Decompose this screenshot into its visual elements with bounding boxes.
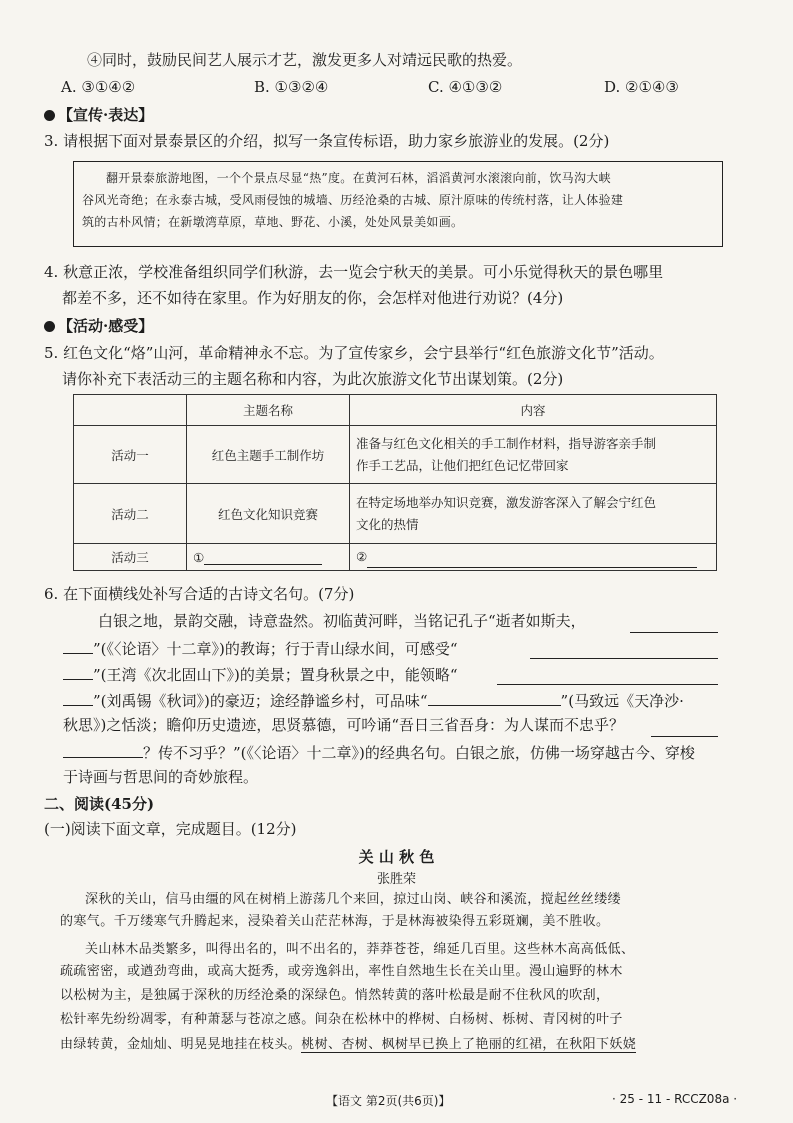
activity-content: 在特定场地举办知识竞赛，激发游客深入了解会宁红色 文化的热情 [350, 484, 717, 544]
answer-blank[interactable] [630, 616, 718, 633]
q6-line: 于诗画与哲思间的奇妙旅程。 [63, 768, 259, 786]
table-row [74, 484, 717, 544]
article-line: 以松树为主，是独属于深秋的历经沧桑的深绿色。悄然转黄的落叶松最是耐不住秋风的吹刮， [60, 988, 610, 1003]
table-row [74, 544, 717, 571]
article-line: 深秋的关山，信马由缰的风在树梢上游荡几个来回，掠过山岗、峡谷和溪流，搅起丝丝缕缕 [85, 892, 622, 907]
answer-blank[interactable] [63, 663, 93, 680]
option-d: D. ②①④③ [604, 78, 679, 96]
underlined-sentence: 桃树、杏树、枫树早已换上了艳丽的红裙，在秋阳下妖娆 [301, 1037, 637, 1052]
section-activity: 【活动·感受】 [44, 315, 153, 336]
article-line: 疏疏密密，或遒劲弯曲，或高大挺秀，或旁逸斜出，率性自然地生长在关山里。漫山遍野的林木 [60, 964, 623, 979]
article-title: 关 山 秋 色 [358, 848, 435, 866]
intro-line: 筑的古朴风情；在新墩湾草原，草地、野花、小溪，处处风景美如画。 [82, 215, 464, 229]
activity-content: 准备与红色文化相关的手工制作材料，指导游客亲手制 作手工艺品，让他们把红色记忆带回家 [350, 426, 717, 484]
activity-theme-blank[interactable]: ① [187, 544, 350, 571]
answer-blank[interactable] [651, 720, 718, 737]
q6-line: ”(刘禹锡《秋词》)的豪迈；途经静谧乡村，可品味“ ”(马致远《天净沙· [63, 689, 684, 711]
activity-name: 活动三 [74, 544, 187, 571]
article-line: 松针率先纷纷凋零，有种萧瑟与苍凉之感。间杂在松林中的桦树、白杨树、栎树、青冈树的叶子 [60, 1012, 623, 1027]
paper-code: · 25 - 11 - RCCZ08a · [612, 1092, 738, 1106]
article-line: 的寒气。千万缕寒气升腾起来，浸染着关山茫茫林海，于是林海被染得五彩斑斓，美不胜收。 [60, 914, 610, 929]
answer-blank[interactable] [63, 637, 93, 654]
table-header: 主题名称 [187, 395, 350, 426]
answer-blank[interactable] [530, 642, 718, 659]
article-line: 由绿转黄，金灿灿、明晃晃地挂在枝头。桃树、杏树、枫树早已换上了艳丽的红裙，在秋阳下妖娆 [60, 1037, 637, 1052]
q6-line: 秋思》)之恬淡；瞻仰历史遗迹，思贤慕德，可吟诵“吾日三省吾身：为人谋而不忠乎？ [63, 716, 625, 734]
q6-line: 白银之地，景韵交融，诗意盎然。初临黄河畔，当铭记孔子“逝者如斯夫， [98, 612, 586, 630]
table-header [74, 395, 187, 426]
answer-blank[interactable] [428, 689, 561, 706]
q2-item4: ④同时，鼓励民间艺人展示才艺，激发更多人对靖远民歌的热爱。 [87, 51, 523, 69]
option-c: C. ④①③② [428, 78, 503, 96]
activity-name: 活动二 [74, 484, 187, 544]
q5-line1: 5. 红色文化“烙”山河，革命精神永不忘。为了宣传家乡，会宁县举行“红色旅游文化节”活动。 [44, 344, 664, 362]
q6-line: ”(王湾《次北固山下》)的美景；置身秋景之中，能领略“ [63, 663, 458, 685]
bullet-dot-icon [44, 321, 55, 332]
q6-line: ？传不习乎？”(《〈论语〉十二章》)的经典名句。白银之旅，仿佛一场穿越古今、穿梭 [63, 741, 695, 763]
answer-blank[interactable] [63, 741, 143, 758]
article-author: 张胜荣 [376, 872, 416, 887]
q3-stem: 3. 请根据下面对景泰景区的介绍，拟写一条宣传标语，助力家乡旅游业的发展。(2分) [44, 132, 610, 150]
table-header: 内容 [350, 395, 717, 426]
activity-name: 活动一 [74, 426, 187, 484]
table-header-row [74, 395, 717, 426]
intro-line: 翻开景泰旅游地图，一个个景点尽显“热”度。在黄河石林，滔滔黄河水滚滚向前，饮马沟大峡 [106, 171, 611, 185]
activity-theme: 红色文化知识竞赛 [187, 484, 350, 544]
q6-stem: 6. 在下面横线处补写合适的古诗文名句。(7分) [44, 585, 355, 603]
bullet-dot-icon [44, 110, 55, 121]
q5-line2: 请你补充下表活动三的主题名称和内容，为此次旅游文化节出谋划策。(2分) [62, 370, 564, 388]
part2-subtitle: (一)阅读下面文章，完成题目。(12分) [44, 820, 297, 838]
q4-line1: 4. 秋意正浓，学校准备组织同学们秋游，去一览会宁秋天的美景。可小乐觉得秋天的景色哪里 [44, 263, 664, 281]
intro-line: 谷风光奇绝；在永泰古城，受风雨侵蚀的城墙、历经沧桑的古城、原汁原味的传统村落，让人体验建 [82, 193, 624, 207]
answer-blank[interactable] [497, 668, 718, 685]
option-a: A. ③①④② [61, 78, 136, 96]
answer-blank[interactable] [63, 689, 93, 706]
activity-content-blank[interactable]: ② [350, 544, 717, 571]
part2-title: 二、阅读(45分) [44, 795, 155, 813]
q6-line: ”(《〈论语〉十二章》)的教诲；行于青山绿水间，可感受“ [63, 637, 458, 659]
table-row [74, 426, 717, 484]
activity-theme: 红色主题手工制作坊 [187, 426, 350, 484]
activity-table [73, 394, 717, 571]
article-line: 关山林木品类繁多，叫得出名的，叫不出名的，莽莽苍苍，绵延几百里。这些林木高高低低、 [85, 942, 635, 957]
page-footer: 【语文 第2页(共6页)】 [326, 1094, 451, 1108]
option-b: B. ①③②④ [254, 78, 329, 96]
section-publicity: 【宣传·表达】 [44, 104, 153, 125]
q3-intro-box [73, 161, 723, 247]
q4-line2: 都差不多，还不如待在家里。作为好朋友的你，会怎样对他进行劝说？(4分) [62, 289, 564, 307]
